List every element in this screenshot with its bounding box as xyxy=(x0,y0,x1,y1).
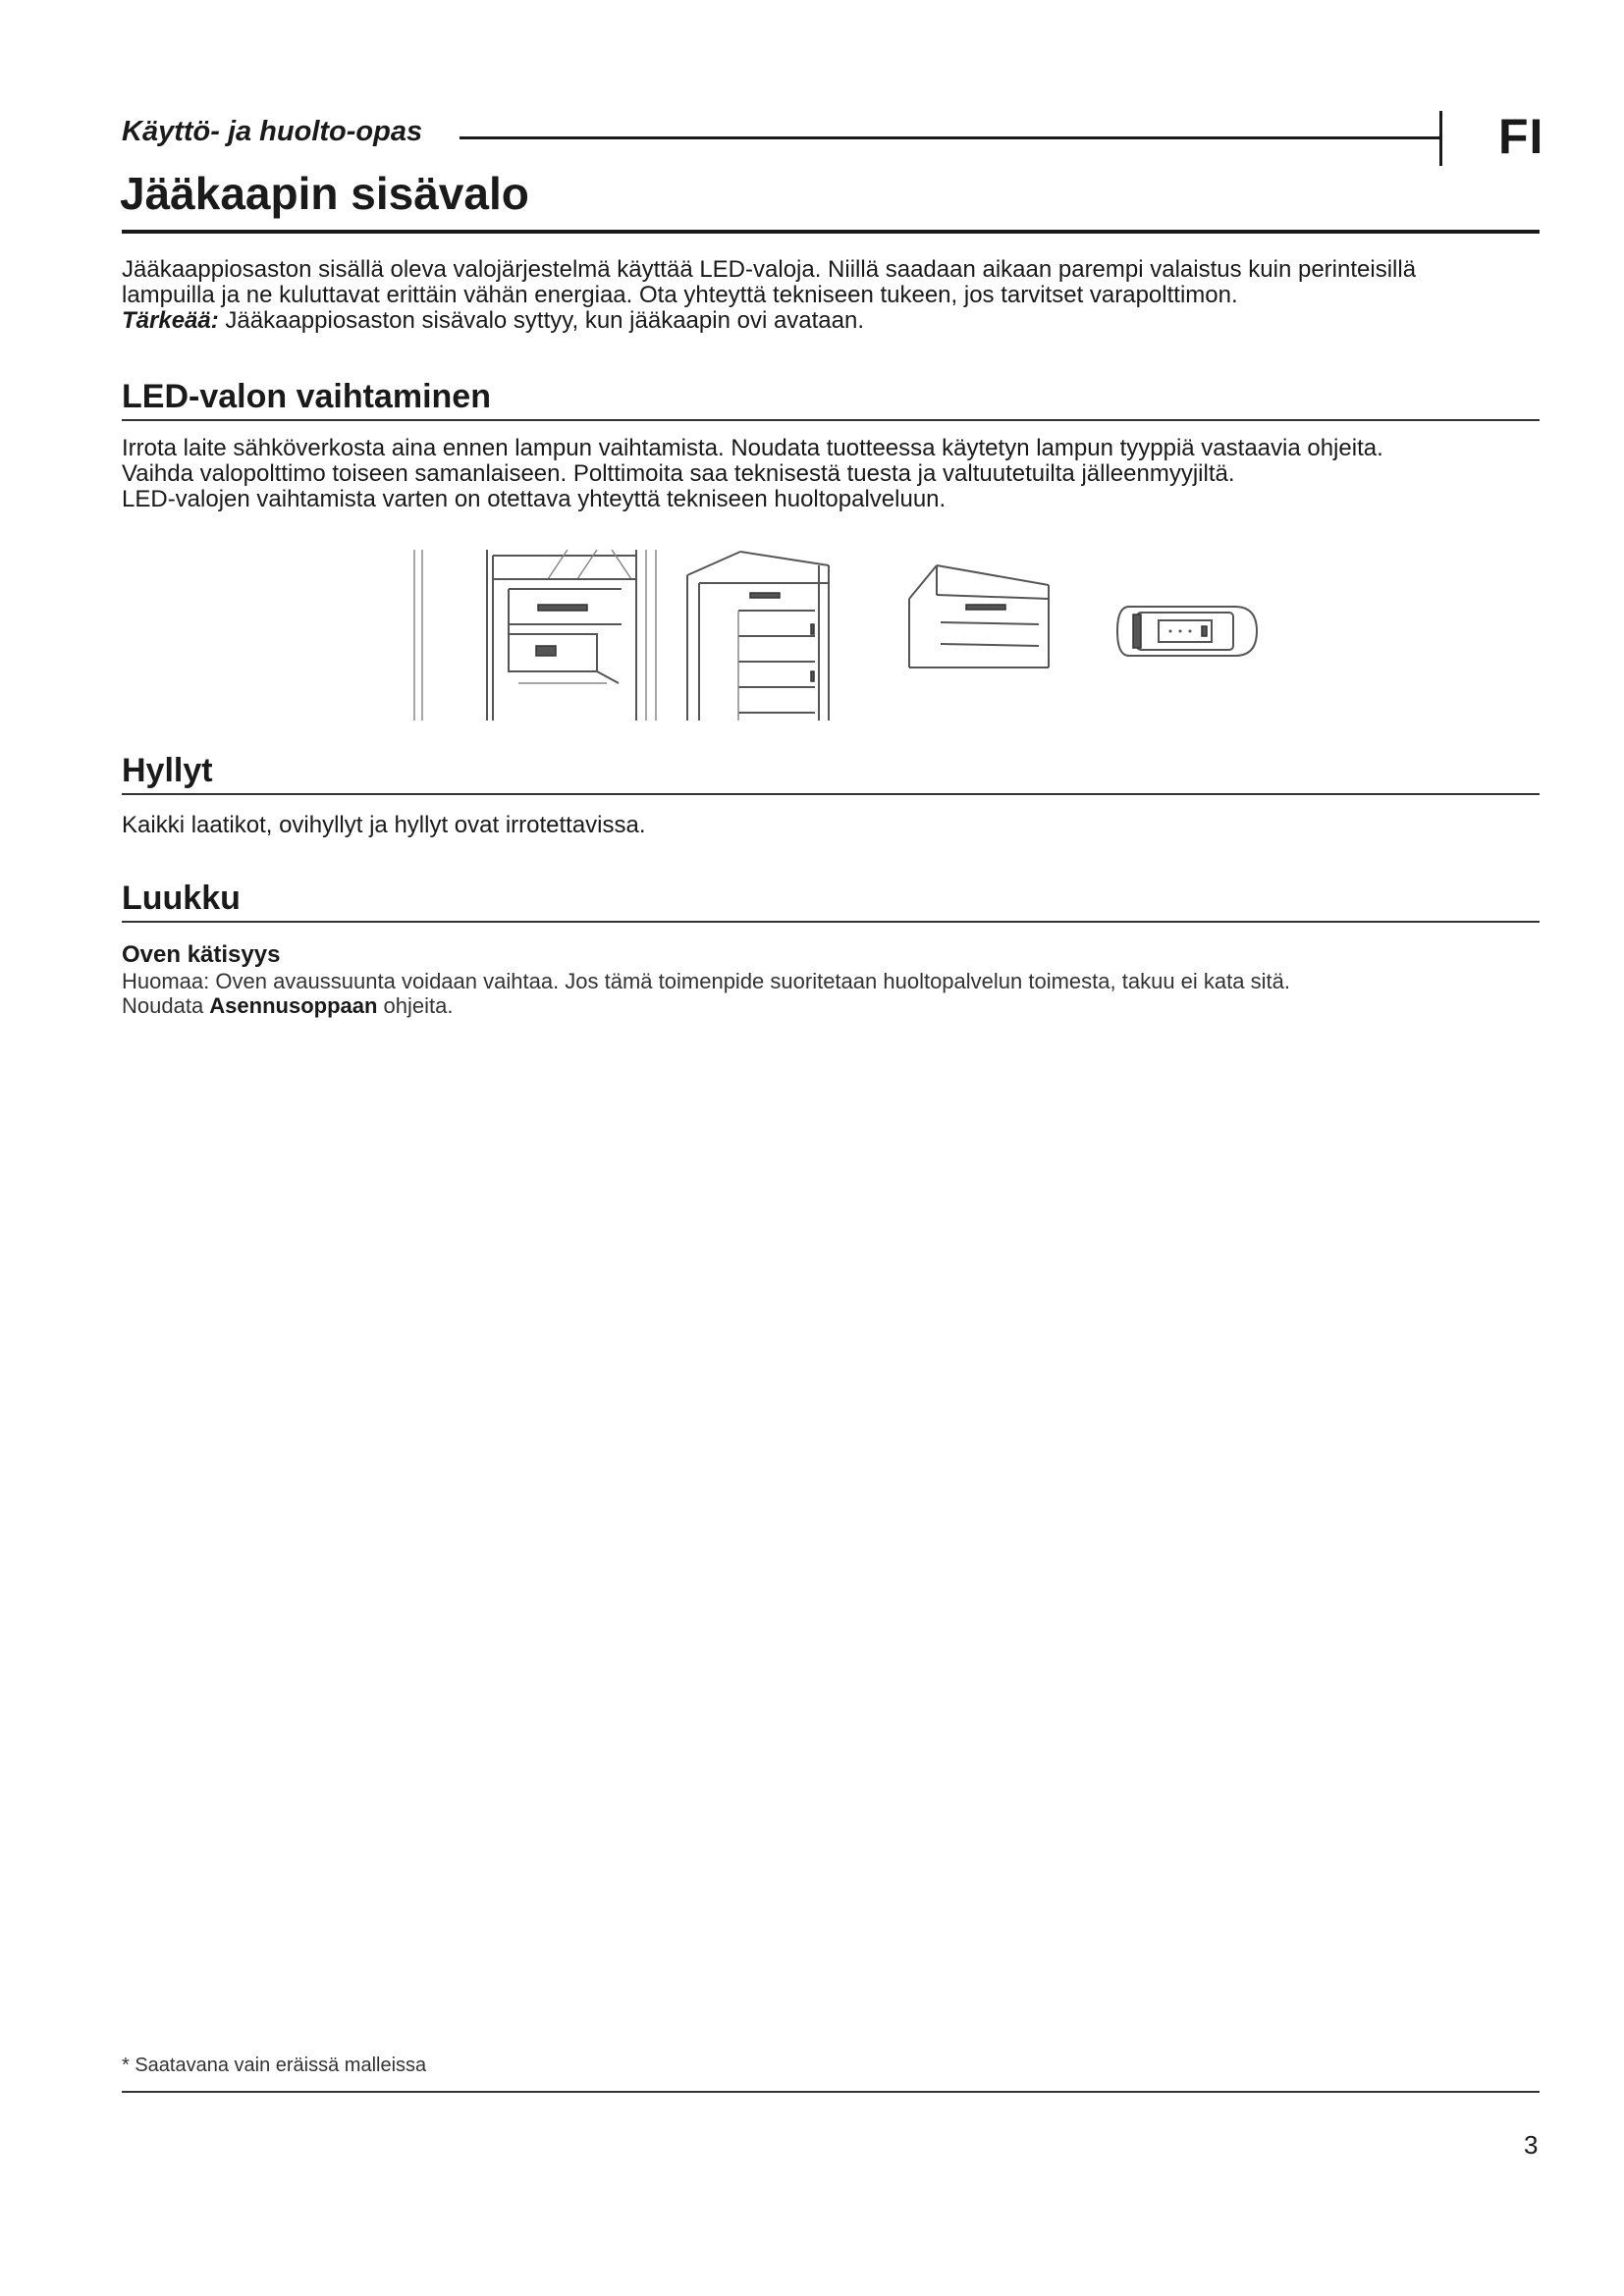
header-rule-tick xyxy=(1439,111,1442,166)
door-section-rule xyxy=(122,921,1540,923)
page-title: Jääkaapin sisävalo xyxy=(120,168,529,219)
led-line-2: Vaihda valopolttimo toiseen samanlaiseen. Polttimoita saa teknisestä tuesta ja valtuutetuilta jälleenmyyjiltä. xyxy=(122,460,1235,487)
page-number: 3 xyxy=(1524,2130,1539,2160)
door-note-line-1: Huomaa: Oven avaussuunta voidaan vaihtaa. Jos tämä toimenpide suoritetaan huoltopalvelun toimesta, takuu ei kata sitä. xyxy=(122,969,1290,993)
footer-rule xyxy=(122,2091,1540,2093)
door-subtitle: Oven kätisyys xyxy=(122,941,281,968)
intro-paragraph xyxy=(122,257,1545,334)
language-code: FI xyxy=(1498,109,1544,164)
intro-line-1: Jääkaappiosaston sisällä oleva valojärjestelmä käyttää LED-valoja. Niillä saadaan aikaan parempi valaistus kuin perinteisillä xyxy=(122,256,1417,283)
led-section-title: LED-valon vaihtaminen xyxy=(122,378,491,415)
shelves-text: Kaikki laatikot, ovihyllyt ja hyllyt ovat irrotettavissa. xyxy=(122,812,646,838)
intro-line-2: lampuilla ja ne kuluttavat erittäin vähän energiaa. Ota yhteyttä tekniseen tukeen, jos tarvitset varapolttimon. xyxy=(122,282,1238,308)
led-line-1: Irrota laite sähköverkosta aina ennen lampun vaihtamista. Noudata tuotteessa käytetyn lampun tyyppiä vastaavia ohjeita. xyxy=(122,435,1383,461)
footnote: * Saatavana vain eräissä malleissa xyxy=(122,2055,427,2076)
header-rule xyxy=(460,136,1441,139)
led-line-3: LED-valojen vaihtamista varten on otettava yhteyttä tekniseen huoltopalveluun. xyxy=(122,486,947,512)
led-section-rule xyxy=(122,419,1540,421)
important-text: Jääkaappiosaston sisävalo syttyy, kun jääkaapin ovi avataan. xyxy=(218,307,865,334)
led-cover-illustration xyxy=(901,546,1058,673)
shelves-section-rule xyxy=(122,793,1540,795)
intro-important xyxy=(122,308,1545,334)
led-module-illustration xyxy=(1110,597,1267,666)
fridge-interior-illustration xyxy=(410,546,666,722)
shelves-section-title: Hyllyt xyxy=(122,752,213,789)
door-section-title: Luukku xyxy=(122,880,241,917)
door-note-line-2: Noudata Asennusoppaan ohjeita. xyxy=(122,993,454,1018)
title-rule xyxy=(122,230,1540,234)
guide-title: Käyttö- ja huolto-opas xyxy=(122,116,423,147)
important-label: Tärkeää: xyxy=(122,307,219,334)
door-note xyxy=(122,969,1545,1018)
installation-guide-ref: Asennusoppaan xyxy=(209,993,378,1018)
led-paragraph xyxy=(122,436,1545,512)
fridge-shelves-illustration xyxy=(681,546,839,722)
